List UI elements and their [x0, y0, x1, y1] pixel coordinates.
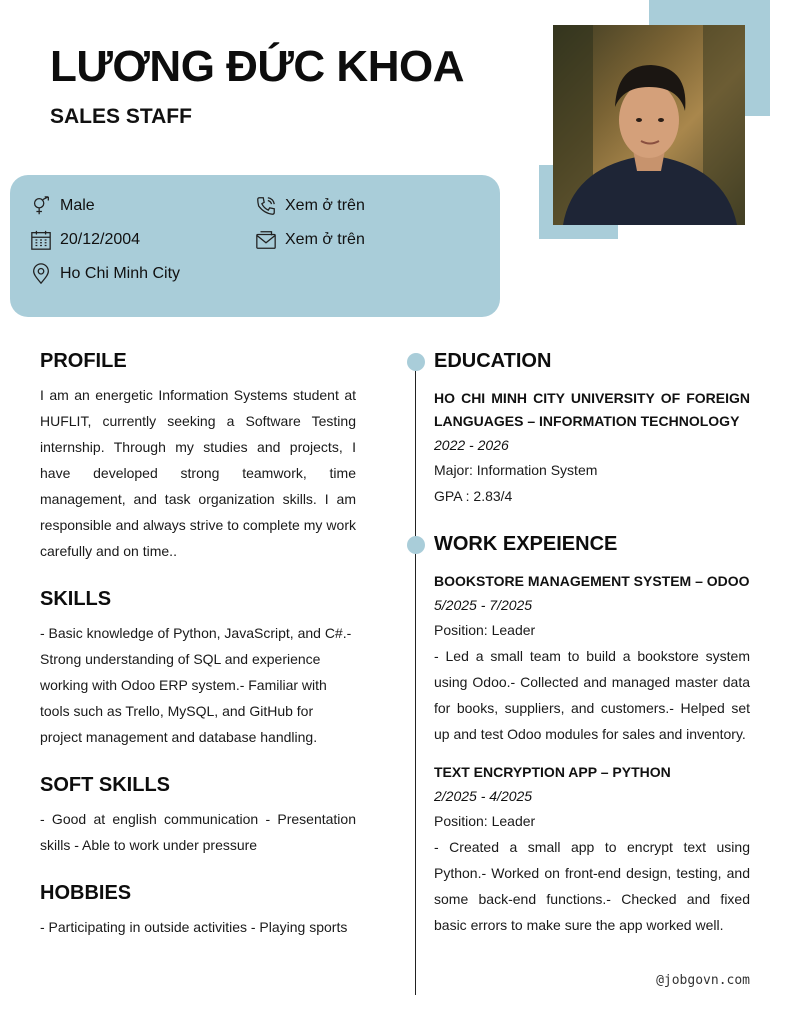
profile-photo: [553, 25, 745, 225]
info-gender: [30, 195, 95, 217]
gender-value: Male: [60, 197, 95, 214]
work-entry-position: Position: Leader: [434, 813, 536, 829]
education-major: Major: Information System: [434, 462, 598, 478]
work-title: WORK EXPEIENCE: [434, 533, 618, 555]
mail-icon: [255, 229, 277, 251]
hobbies-text: - Participating in outside activities - Playing sports: [40, 919, 348, 935]
soft-skills-text: - Good at english communication - Presentation skills - Able to work under pressure: [40, 811, 356, 853]
work-entry-position: Position: Leader: [434, 622, 536, 638]
info-email: [255, 229, 365, 251]
education-title: EDUCATION: [434, 350, 552, 372]
skills-section: [40, 588, 356, 750]
education-school: HO CHI MINH CITY UNIVERSITY OF FOREIGN LANGUAGES – INFORMATION TECHNOLOGY: [434, 390, 750, 429]
info-phone: [255, 195, 365, 217]
contact-info-card: [10, 175, 500, 317]
hobbies-section: [40, 882, 356, 940]
work-entry-dates: 5/2025 - 7/2025: [434, 597, 533, 613]
work-entry-title: TEXT ENCRYPTION APP – PYTHON: [434, 764, 671, 780]
education-section: [434, 350, 750, 509]
info-location: [30, 263, 180, 285]
candidate-name: LƯƠNG ĐỨC KHOA: [50, 42, 464, 91]
skills-title: SKILLS: [40, 588, 112, 610]
work-entry-title: BOOKSTORE MANAGEMENT SYSTEM – ODOO: [434, 573, 750, 589]
info-birthday: [30, 229, 140, 251]
hobbies-title: HOBBIES: [40, 882, 132, 904]
timeline-line: [415, 362, 416, 995]
soft-skills-title: SOFT SKILLS: [40, 774, 170, 796]
skills-text: - Basic knowledge of Python, JavaScript, and C#.- Strong understanding of SQL and experience working with Odoo ERP system.- Familiar with tools such as Trello, MySQL, and GitHub for project management and database handling.: [40, 625, 352, 745]
left-column: [40, 350, 356, 964]
education-gpa: GPA : 2.83/4: [434, 488, 513, 504]
work-entry-description: - Created a small app to encrypt text using Python.- Worked on front-end design, testing, and some back-end functions.- Checked and fixed basic errors to make sure the app worked well.: [434, 839, 750, 933]
location-value: Ho Chi Minh City: [60, 265, 181, 282]
work-entry-dates: 2/2025 - 4/2025: [434, 788, 533, 804]
location-pin-icon: [30, 263, 52, 285]
calendar-icon: [30, 229, 52, 251]
work-section: [434, 533, 750, 938]
work-entry: [434, 570, 750, 747]
soft-skills-section: [40, 774, 356, 858]
profile-title: PROFILE: [40, 350, 127, 372]
education-dates: 2022 - 2026: [434, 437, 509, 453]
profile-text: I am an energetic Information Systems student at HUFLIT, currently seeking a Software Testing internship. Through my studies and projects, I have developed strong teamwork, time management, and task organization skills. I am responsible and always strive to complete my work carefully and on time..: [40, 387, 356, 559]
birthday-value: 20/12/2004: [60, 231, 141, 248]
work-entry-description: - Led a small team to build a bookstore system using Odoo.- Collected and managed master data for books, suppliers, and customers.- Helped set up and test Odoo modules for sales and inventory.: [434, 648, 750, 742]
watermark: @jobgovn.com: [656, 973, 750, 988]
phone-icon: [255, 195, 277, 217]
work-entry: [434, 761, 750, 938]
gender-icon: [30, 195, 52, 217]
job-title: SALES STAFF: [50, 105, 192, 128]
timeline-dot-education: [407, 353, 425, 371]
profile-section: [40, 350, 356, 564]
timeline-dot-work: [407, 536, 425, 554]
email-value: Xem ở trên: [285, 231, 365, 248]
phone-value: Xem ở trên: [285, 197, 365, 214]
